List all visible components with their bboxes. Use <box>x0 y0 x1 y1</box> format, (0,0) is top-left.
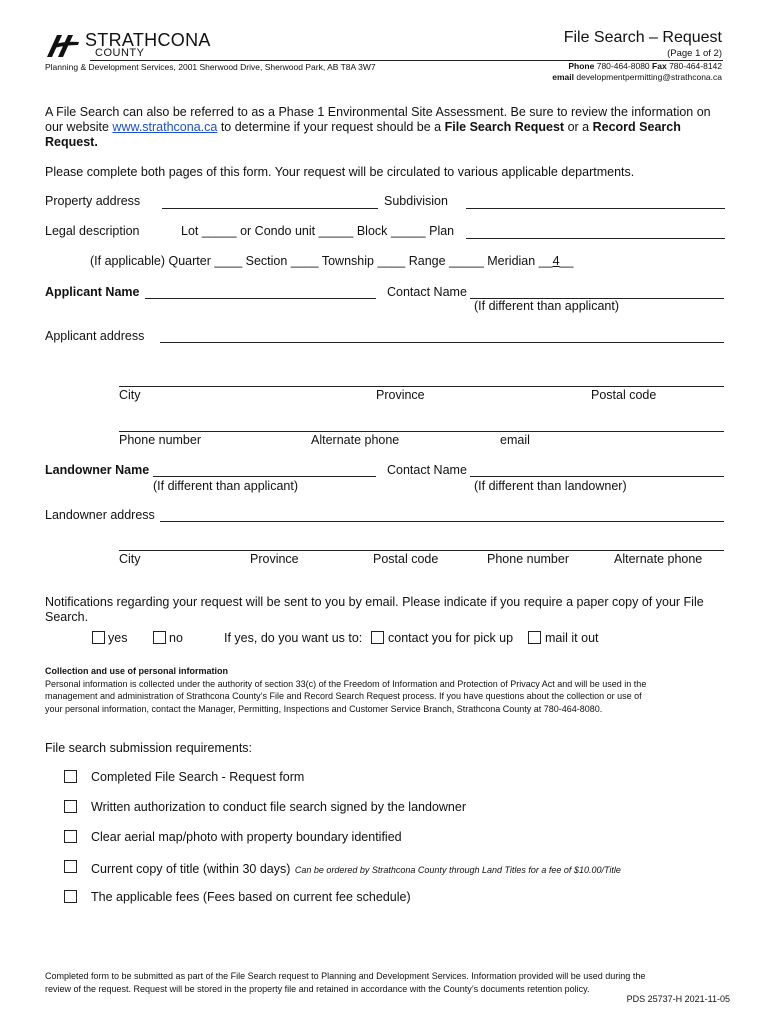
landowner-address-line-2[interactable] <box>119 550 724 551</box>
email-label: email <box>552 72 574 82</box>
intro-line-3: Request. <box>45 135 98 149</box>
intro-line-2 <box>45 120 735 135</box>
mail-label: mail it out <box>545 631 599 645</box>
applicant-contact-note: (If different than applicant) <box>474 299 619 313</box>
subdivision-label: Subdivision <box>384 194 448 208</box>
notifications-line-2: Search. <box>45 610 89 624</box>
requirement-form-label: Completed File Search - Request form <box>91 770 305 784</box>
intro-line-1: A File Search can also be referred to as a Phase 1 Environmental Site Assessment. Be sure to review the information on <box>45 105 711 119</box>
header-address: Planning & Development Services, 2001 Sherwood Drive, Sherwood Park, AB T8A 3W7 <box>45 62 376 72</box>
header-phone-fax <box>568 61 722 71</box>
property-address-field[interactable] <box>162 208 378 209</box>
paper-copy-yes-checkbox[interactable] <box>92 631 105 644</box>
landowner-contact-label: Contact Name <box>387 463 467 477</box>
pickup-label: contact you for pick up <box>388 631 514 645</box>
paper-copy-no-checkbox[interactable] <box>153 631 166 644</box>
paper-copy-yes-label: yes <box>108 631 128 645</box>
applicant-address-line-2[interactable] <box>119 386 724 387</box>
privacy-line-3: your personal information, contact the Manager, Permitting, Inspections and Customer Service Branch, Strathcona County at 780-464-8080. <box>45 703 603 714</box>
property-address-label: Property address <box>45 194 141 208</box>
applicant-email-label: email <box>500 433 530 447</box>
applicant-address-label: Applicant address <box>45 329 145 343</box>
subdivision-field[interactable] <box>466 208 725 209</box>
landowner-address-label: Landowner address <box>45 508 155 522</box>
applicant-alt-phone-label: Alternate phone <box>311 433 400 447</box>
landowner-phone-label: Phone number <box>487 552 570 566</box>
logo-wordmark-bottom: COUNTY <box>95 47 145 59</box>
form-code: PDS 25737-H 2021-11-05 <box>626 994 730 1004</box>
quarter-section-fields[interactable] <box>90 254 573 268</box>
page-title: File Search – Request <box>563 29 722 46</box>
phone-label: Phone <box>568 61 595 71</box>
email-value: developmentpermitting@strathcona.ca <box>576 72 722 82</box>
requirement-authorization-label: Written authorization to conduct file search signed by the landowner <box>91 800 466 814</box>
privacy-title: Collection and use of personal information <box>45 666 229 676</box>
privacy-notice <box>45 665 735 715</box>
landowner-province-label: Province <box>250 552 299 566</box>
strathcona-logo-icon <box>45 31 81 59</box>
meridian-tail: __ <box>559 254 574 268</box>
footer-note <box>45 970 735 995</box>
pickup-checkbox[interactable] <box>371 631 384 644</box>
file-search-request-emphasis: File Search Request <box>444 120 565 134</box>
landowner-name-label: Landowner Name <box>45 463 150 477</box>
landowner-name-field[interactable] <box>153 476 376 477</box>
applicant-address-field[interactable] <box>160 342 724 343</box>
applicant-province-label: Province <box>376 388 425 402</box>
landowner-contact-field[interactable] <box>470 476 724 477</box>
landowner-postal-label: Postal code <box>373 552 439 566</box>
logo <box>45 31 220 61</box>
applicant-postal-label: Postal code <box>591 388 657 402</box>
intro-text: to determine if your request should be a <box>220 120 442 134</box>
fax-value: 780-464-8142 <box>669 61 722 71</box>
website-link[interactable]: www.strathcona.ca <box>112 120 218 134</box>
requirement-title-label: Current copy of title (within 30 days) <box>91 862 291 876</box>
applicant-phone-line[interactable] <box>119 431 724 432</box>
fax-label: Fax <box>652 61 667 71</box>
applicant-contact-label: Contact Name <box>387 285 467 299</box>
logo-wordmark-top: STRATHCONA <box>85 30 211 50</box>
requirement-fees-label: The applicable fees (Fees based on current fee schedule) <box>91 890 411 904</box>
header-email <box>552 72 722 82</box>
footer-line-1: Completed form to be submitted as part of the File Search request to Planning and Development Services. Information provided will be used during the <box>45 971 646 981</box>
intro-text: our website <box>45 120 109 134</box>
applicant-name-label: Applicant Name <box>45 285 140 299</box>
privacy-line-2: management and administration of Strathcona County’s File and Record Search Request process. If you have questions about the collection or use of <box>45 691 642 701</box>
delivery-question: If yes, do you want us to: <box>224 631 363 645</box>
intro-paragraph <box>45 105 735 150</box>
requirement-checkbox-fees[interactable] <box>64 890 77 903</box>
requirement-title-note: Can be ordered by Strathcona County through Land Titles for a fee of $10.00/Title <box>294 865 621 875</box>
lot-block-plan-fields[interactable]: Lot _____ or Condo unit _____ Block _____ Plan <box>181 224 455 238</box>
applicant-city-label: City <box>119 388 141 402</box>
applicant-phone-label: Phone number <box>119 433 202 447</box>
intro-instructions: Please complete both pages of this form. Your request will be circulated to various applicable departments. <box>45 165 635 179</box>
notifications-text <box>45 595 704 625</box>
footer-line-2: review of the request. Request will be stored in the property file and retained in accordance with the County’s documents retention policy. <box>45 983 590 994</box>
requirement-checkbox-form[interactable] <box>64 770 77 783</box>
meridian-value: 4 <box>552 254 560 268</box>
landowner-contact-note: (If different than landowner) <box>474 479 627 493</box>
requirement-checkbox-map[interactable] <box>64 830 77 843</box>
requirement-checkbox-authorization[interactable] <box>64 800 77 813</box>
landowner-address-field[interactable] <box>160 521 724 522</box>
privacy-line-1: Personal information is collected under the authority of section 33(c) of the Freedom of Information and Protection of Privacy Act and will be used in the <box>45 678 647 689</box>
mail-checkbox[interactable] <box>528 631 541 644</box>
notifications-line-1: Notifications regarding your request will be sent to you by email. Please indicate if you require a paper copy of your File <box>45 595 704 609</box>
page-number: (Page 1 of 2) <box>667 48 722 59</box>
requirements-heading: File search submission requirements: <box>45 741 253 755</box>
record-search-emphasis: Record Search <box>592 120 681 134</box>
plan-field[interactable] <box>466 238 725 239</box>
landowner-alt-phone-label: Alternate phone <box>614 552 703 566</box>
applicable-fields-text: (If applicable) Quarter ____ Section ____ Township ____ Range _____ Meridian __ <box>90 254 553 268</box>
requirement-map-label: Clear aerial map/photo with property boundary identified <box>91 830 402 844</box>
requirement-checkbox-title[interactable] <box>64 860 77 873</box>
landowner-name-note: (If different than applicant) <box>153 479 298 493</box>
paper-copy-no-label: no <box>169 631 183 645</box>
legal-description-label: Legal description <box>45 224 140 238</box>
phone-value: 780-464-8080 <box>596 61 650 71</box>
landowner-city-label: City <box>119 552 141 566</box>
requirement-title-row <box>91 860 621 878</box>
intro-text: or a <box>567 120 590 134</box>
applicant-name-field[interactable] <box>145 298 376 299</box>
